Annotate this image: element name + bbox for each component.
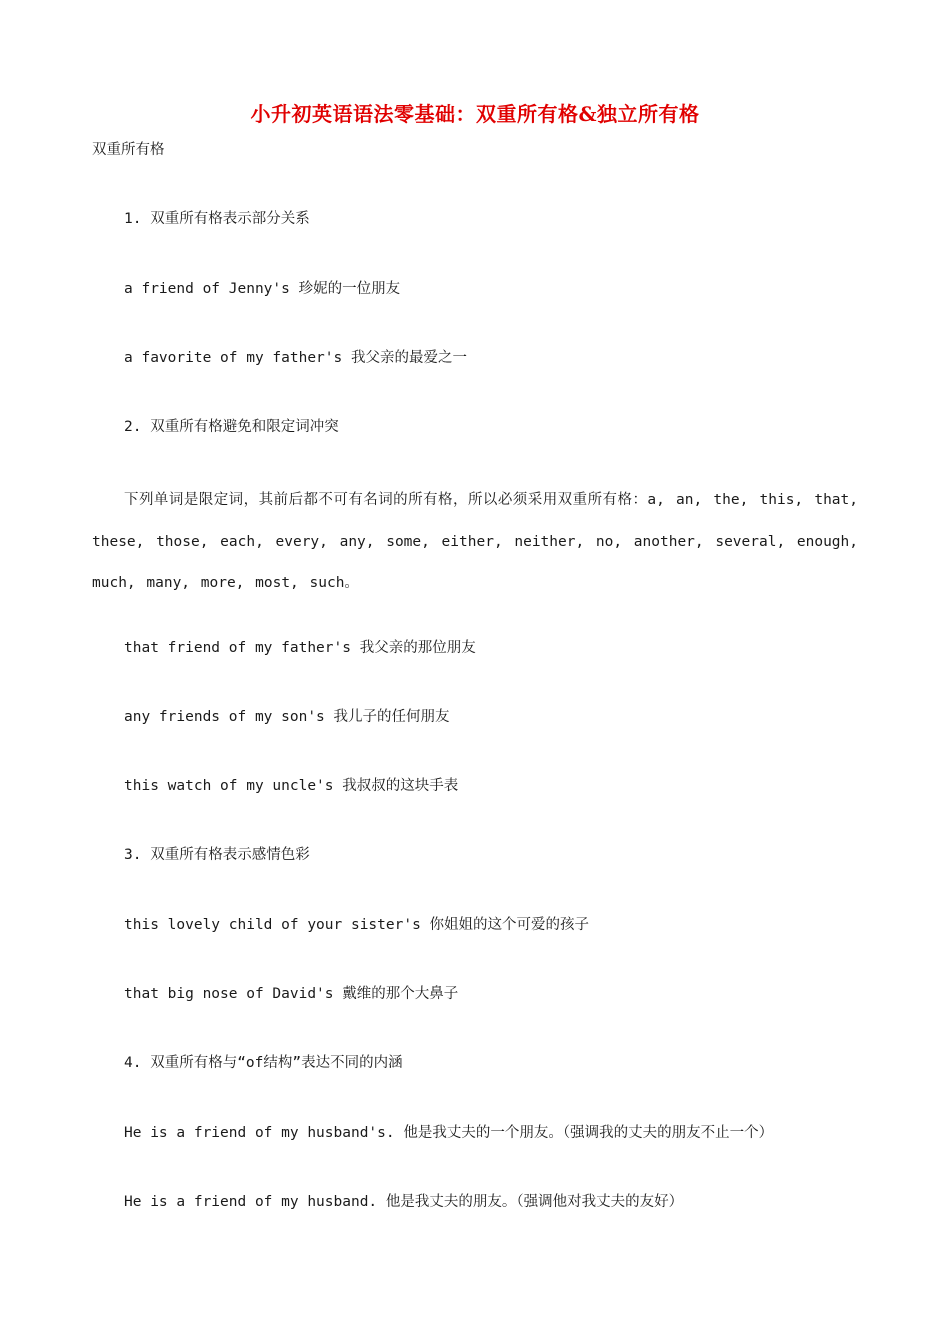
point4-example-1: He is a friend of my husband's. 他是我丈夫的一个朋友。（强调我的丈夫的朋友不止一个）: [124, 1125, 774, 1141]
point2-heading: 2. 双重所有格避免和限定词冲突: [124, 419, 339, 435]
point2-example-2: any friends of my son's 我儿子的任何朋友: [124, 709, 450, 725]
point3-example-2: that big nose of David's 戴维的那个大鼻子: [124, 986, 459, 1002]
point2-paragraph: 下列单词是限定词，其前后都不可有名词的所有格，所以必须采用双重所有格：a, an, the, this, that, these, those, each, every, any, some, either, neither, no, another, several, enough, much, many, more, most, such。: [92, 492, 858, 591]
point1-example-1: a friend of Jenny's 珍妮的一位朋友: [124, 281, 401, 297]
point4-example-2: He is a friend of my husband. 他是我丈夫的朋友。（强调他对我丈夫的友好）: [124, 1194, 684, 1210]
point1-heading: 1. 双重所有格表示部分关系: [124, 211, 310, 227]
point4-heading: 4. 双重所有格与“of结构”表达不同的内涵: [124, 1055, 403, 1071]
point2-example-3: this watch of my uncle's 我叔叔的这块手表: [124, 778, 459, 794]
point3-example-1: this lovely child of your sister's 你姐姐的这个可爱的孩子: [124, 917, 590, 933]
point2-example-1: that friend of my father's 我父亲的那位朋友: [124, 640, 476, 656]
section-heading: 双重所有格: [92, 142, 165, 158]
point3-heading: 3. 双重所有格表示感情色彩: [124, 847, 310, 863]
point1-example-2: a favorite of my father's 我父亲的最爱之一: [124, 350, 467, 366]
document-title: 小升初英语语法零基础：双重所有格&独立所有格: [250, 102, 700, 126]
